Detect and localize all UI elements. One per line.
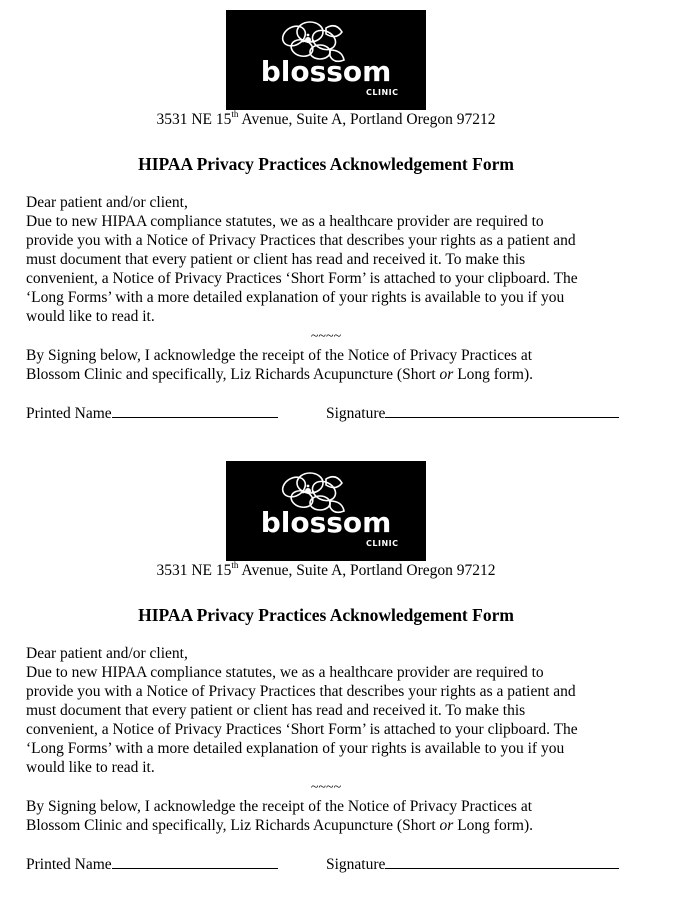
body-line: Due to new HIPAA compliance statutes, we as a healthcare provider are required to — [26, 213, 544, 230]
signature-blank[interactable] — [385, 854, 619, 869]
signature-label: Signature — [326, 856, 386, 873]
logo-subtitle: CLINIC — [366, 88, 399, 97]
address-ordinal: th — [231, 560, 239, 570]
address-street-number: 3531 NE 15 — [156, 111, 232, 128]
acknowledgement-line: By Signing below, I acknowledge the receipt of the Notice of Privacy Practices at — [26, 347, 533, 364]
signature-row — [0, 403, 675, 425]
blossom-clinic-logo — [226, 10, 426, 110]
ack-emphasis: or — [439, 366, 454, 383]
signature-label: Signature — [326, 405, 386, 422]
body-line: would like to read it. — [26, 308, 155, 325]
separator: ~~~~ — [310, 780, 342, 795]
signature-blank[interactable] — [385, 403, 619, 418]
printed-name-blank[interactable] — [112, 854, 278, 869]
printed-name-label: Printed Name — [26, 405, 112, 422]
body-line: ‘Long Forms’ with a more detailed explanation of your rights is available to you if you — [26, 289, 565, 306]
clinic-address — [0, 561, 652, 581]
ack-text: Blossom Clinic and specifically, Liz Richards Acupuncture (Short — [26, 366, 440, 383]
acknowledgement-line — [26, 365, 533, 384]
signature-field[interactable] — [326, 854, 619, 875]
signature-field[interactable] — [326, 403, 619, 424]
body-line: must document that every patient or client has read and received it. To make this — [26, 702, 526, 719]
ack-text: Blossom Clinic and specifically, Liz Richards Acupuncture (Short — [26, 817, 440, 834]
printed-name-blank[interactable] — [112, 403, 278, 418]
address-rest: Avenue, Suite A, Portland Oregon 97212 — [238, 562, 496, 579]
body-line: convenient, a Notice of Privacy Practices ‘Short Form’ is attached to your clipboard. The — [26, 721, 578, 738]
address-ordinal: th — [231, 109, 239, 119]
ack-text: Long form). — [453, 817, 533, 834]
body-line: ‘Long Forms’ with a more detailed explanation of your rights is available to you if you — [26, 740, 565, 757]
blossom-clinic-logo — [226, 461, 426, 561]
signature-row — [0, 854, 675, 876]
separator: ~~~~ — [310, 329, 342, 344]
acknowledgement-line: By Signing below, I acknowledge the receipt of the Notice of Privacy Practices at — [26, 798, 533, 815]
body-line: would like to read it. — [26, 759, 155, 776]
body-line: convenient, a Notice of Privacy Practices ‘Short Form’ is attached to your clipboard. The — [26, 270, 578, 287]
ack-emphasis: or — [439, 817, 454, 834]
printed-name-field[interactable] — [26, 854, 278, 875]
acknowledgement-line — [26, 816, 533, 835]
address-rest: Avenue, Suite A, Portland Oregon 97212 — [238, 111, 496, 128]
body-line: Due to new HIPAA compliance statutes, we as a healthcare provider are required to — [26, 664, 544, 681]
printed-name-field[interactable] — [26, 403, 278, 424]
logo-wordmark: blossom — [260, 506, 392, 539]
salutation: Dear patient and/or client, — [26, 194, 188, 211]
form-title: HIPAA Privacy Practices Acknowledgement Form — [138, 154, 514, 174]
body-line: provide you with a Notice of Privacy Practices that describes your rights as a patient and — [26, 232, 576, 249]
logo-subtitle: CLINIC — [366, 539, 399, 548]
logo-wordmark: blossom — [260, 55, 392, 88]
ack-text: Long form). — [453, 366, 533, 383]
body-line: provide you with a Notice of Privacy Practices that describes your rights as a patient and — [26, 683, 576, 700]
clinic-address — [0, 110, 652, 130]
acknowledgement-form-1 — [0, 10, 675, 450]
salutation: Dear patient and/or client, — [26, 645, 188, 662]
form-title: HIPAA Privacy Practices Acknowledgement Form — [138, 605, 514, 625]
acknowledgement-form-2 — [0, 461, 675, 901]
printed-name-label: Printed Name — [26, 856, 112, 873]
body-line: must document that every patient or client has read and received it. To make this — [26, 251, 526, 268]
address-street-number: 3531 NE 15 — [156, 562, 232, 579]
